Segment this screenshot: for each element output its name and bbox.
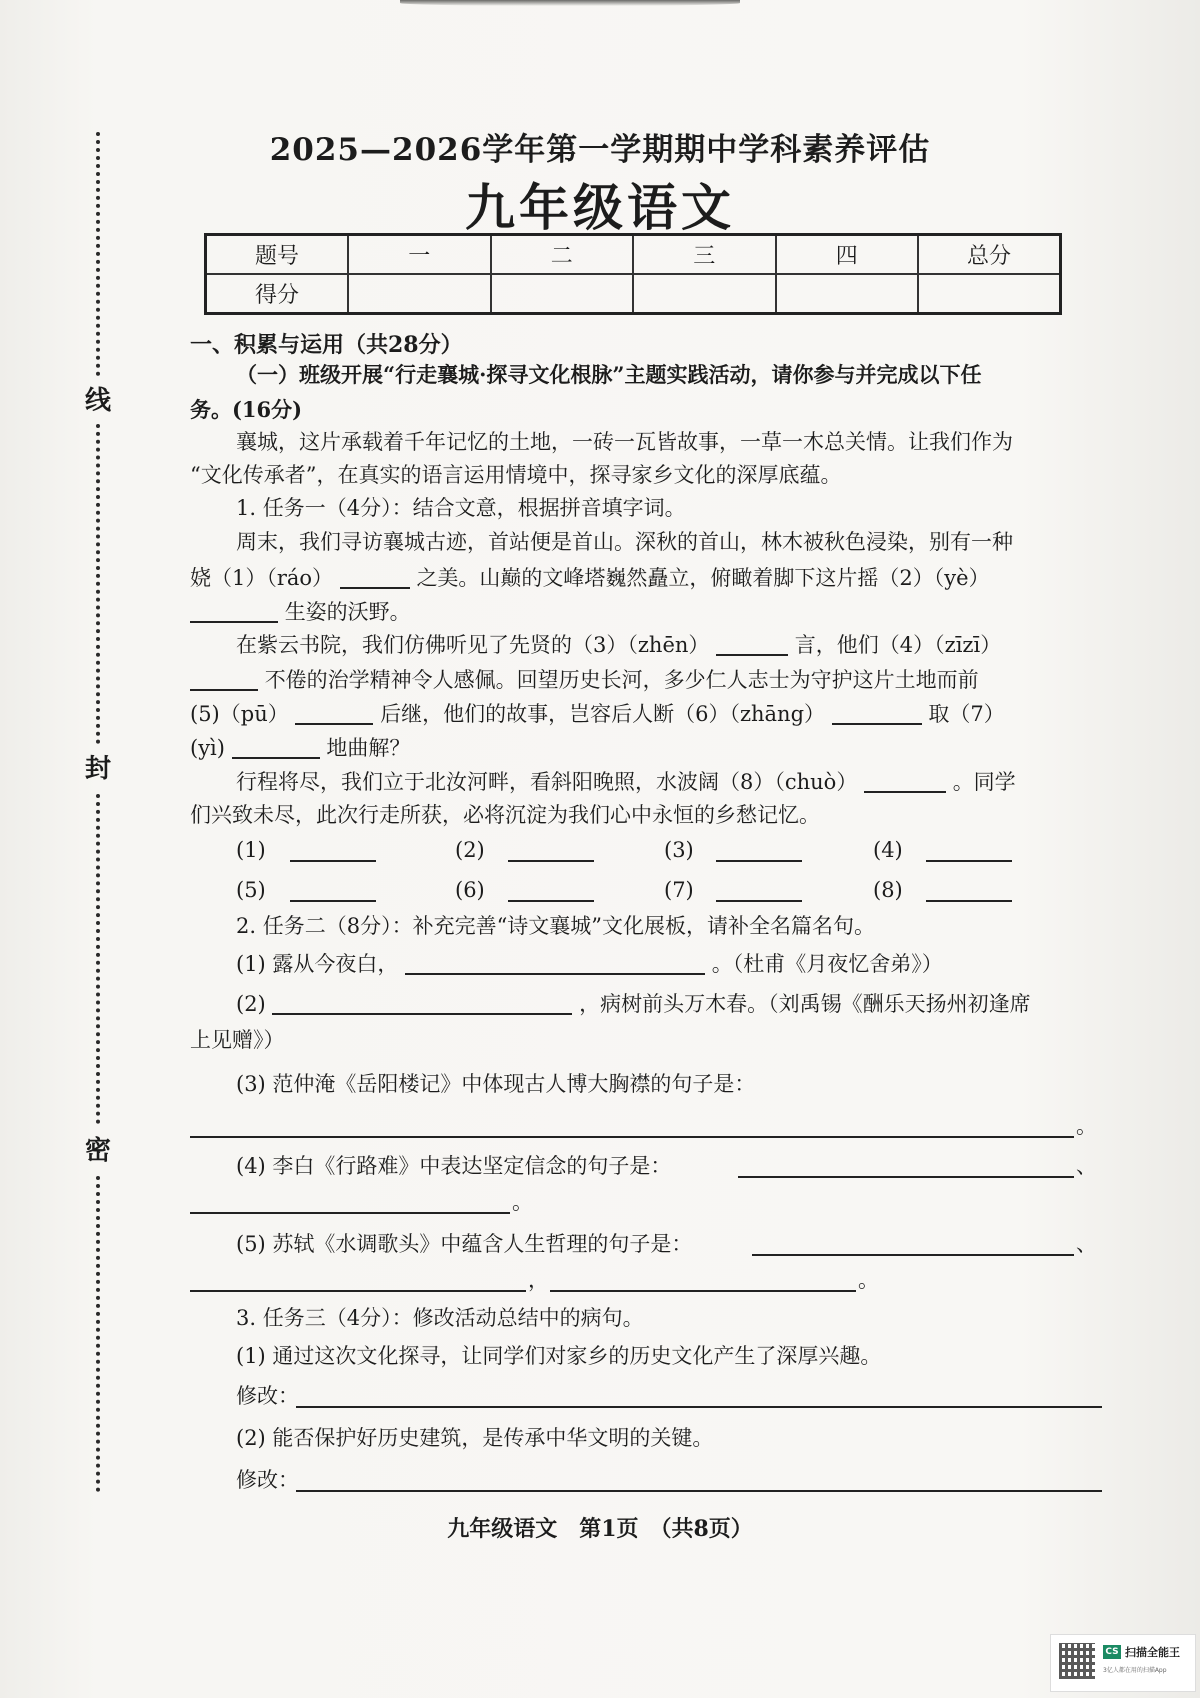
answer-blank-8[interactable] (864, 769, 946, 793)
score-cell-blank[interactable] (918, 274, 1061, 314)
task2-q1 (236, 951, 943, 977)
answer-line-poem-4b[interactable] (190, 1212, 510, 1214)
qr-code-icon (1059, 1643, 1095, 1679)
answer-line-1[interactable] (290, 860, 376, 862)
passage-line (190, 565, 990, 591)
passage-text: 娆（1）（ráo） (190, 566, 334, 590)
answer-line-6[interactable] (508, 900, 594, 902)
task1-title: 1. 任务一（4分）：结合文意，根据拼音填字词。 (236, 496, 686, 520)
punctuation: 、 (1076, 1154, 1097, 1178)
scan-shadow (400, 0, 740, 6)
task2-q2-cont: 上见赠》） (190, 1028, 285, 1052)
passage-text: 后继，他们的故事，岂容后人断（6）（zhāng） (380, 702, 826, 726)
answer-line-poem-5b[interactable] (190, 1290, 526, 1292)
binding-label-feng: 封 (84, 754, 111, 784)
task3-q1: (1) 通过这次文化探寻，让同学们对家乡的历史文化产生了深厚兴趣。 (236, 1344, 882, 1368)
intro-text-cont: “文化传承者”，在真实的语言运用情境中，探寻家乡文化的深厚底蕴。 (190, 463, 842, 487)
answer-line-7[interactable] (716, 900, 802, 902)
question-text: (1) 露从今夜白， (236, 952, 399, 976)
punctuation: 。 (858, 1268, 879, 1292)
part1-instruction-cont: 务。(16分) (190, 397, 303, 422)
answer-blank-poem-1[interactable] (405, 951, 705, 975)
answer-line-poem-3[interactable] (190, 1136, 1074, 1138)
answer-label: (5) (236, 878, 266, 902)
passage-text: 言，他们（4）（zīzī） (794, 633, 1002, 657)
passage-text: 在紫云书院，我们仿佛听见了先贤的（3）（zhēn） (236, 633, 710, 657)
score-cell-blank[interactable] (633, 274, 776, 314)
passage-text: 。同学 (952, 770, 1016, 794)
task3-title: 3. 任务三（4分）：修改活动总结中的病句。 (236, 1306, 644, 1330)
task2-q2 (236, 991, 1031, 1017)
score-table-cell: 题号 (206, 235, 349, 275)
score-cell-blank[interactable] (776, 274, 919, 314)
passage-line (190, 667, 979, 693)
question-text: ，病树前头万木春。（刘禹锡《酬乐天扬州初逢席 (579, 992, 1031, 1016)
answer-line-3[interactable] (716, 860, 802, 862)
answer-label: (1) (236, 838, 266, 862)
question-text: (2) (236, 992, 266, 1016)
answer-label: (8) (873, 878, 903, 902)
intro-text: 襄城，这片承载着千年记忆的土地，一砖一瓦皆故事，一草一木总关情。让我们作为 (236, 430, 1013, 454)
question-text: 。（杜甫《月夜忆舍弟》） (711, 952, 943, 976)
task2-q3: (3) 范仲淹《岳阳楼记》中体现古人博大胸襟的句子是： (236, 1072, 756, 1096)
revise-answer-line-2[interactable] (296, 1490, 1102, 1492)
scanner-app-name: 扫描全能王 (1125, 1646, 1180, 1659)
punctuation: 、 (1076, 1232, 1097, 1256)
answer-label: (3) (664, 838, 694, 862)
camscanner-logo-icon: CS (1103, 1645, 1121, 1659)
answer-blank-poem-2[interactable] (272, 991, 572, 1015)
part1-instruction: （一）班级开展“行走襄城·探寻文化根脉”主题实践活动，请你参与并完成以下任 (236, 362, 982, 387)
answer-blank-6[interactable] (832, 701, 922, 725)
passage-line (236, 632, 1001, 658)
binding-label-mi: 密 (84, 1136, 111, 1166)
subject-title: 九年级语文 (465, 178, 735, 237)
score-table-cell: 二 (491, 235, 634, 275)
passage-line (190, 599, 411, 625)
revise-answer-line-1[interactable] (296, 1406, 1102, 1408)
section-heading: 一、积累与运用（共28分） (190, 332, 463, 358)
answer-line-poem-5c[interactable] (550, 1290, 856, 1292)
answer-blank-3[interactable] (716, 632, 788, 656)
score-table-cell: 得分 (206, 274, 349, 314)
passage-text: 行程将尽，我们立于北汝河畔，看斜阳晚照，水波阔（8）（chuò） (236, 770, 858, 794)
score-table-header-row (206, 235, 1061, 275)
answer-blank-7[interactable] (232, 735, 320, 759)
answer-label: (6) (455, 878, 485, 902)
score-table-cell: 一 (348, 235, 491, 275)
answer-line-2[interactable] (508, 860, 594, 862)
answer-label: (7) (664, 878, 694, 902)
answer-blank-4[interactable] (190, 667, 258, 691)
task2-q4: (4) 李白《行路难》中表达坚定信念的句子是： (236, 1154, 672, 1178)
revise-label: 修改： (236, 1468, 299, 1492)
answer-line-poem-4a[interactable] (738, 1176, 1074, 1178)
score-table-cell: 三 (633, 235, 776, 275)
answer-label: (2) (455, 838, 485, 862)
binding-dotted-line (96, 1176, 100, 1492)
score-table-score-row (206, 274, 1061, 314)
answer-blank-1[interactable] (340, 565, 410, 589)
scanner-tagline: 3亿人都在用的扫描App (1103, 1667, 1167, 1674)
passage-text: 之美。山巅的文峰塔巍然矗立，俯瞰着脚下这片摇（2）（yè） (416, 566, 990, 590)
task2-title: 2. 任务二（8分）：补充完善“诗文襄城”文化展板，请补全名篇名句。 (236, 914, 876, 938)
answer-blank-2[interactable] (190, 599, 278, 623)
passage-line (190, 735, 410, 761)
passage-text: 地曲解？ (326, 736, 411, 760)
exam-title: 2025—2026学年第一学期期中学科素养评估 (269, 132, 931, 168)
score-table-cell: 总分 (918, 235, 1061, 275)
answer-blank-5[interactable] (295, 701, 373, 725)
binding-label-xian: 线 (84, 386, 111, 416)
scanner-watermark (1050, 1634, 1196, 1692)
passage-text: (5)（pū） (190, 702, 289, 726)
punctuation: ， (528, 1268, 549, 1292)
answer-line-poem-5a[interactable] (752, 1254, 1074, 1256)
passage-line (236, 769, 1016, 795)
score-table (204, 233, 1062, 315)
score-table-cell: 四 (776, 235, 919, 275)
answer-line-5[interactable] (290, 900, 376, 902)
binding-dotted-line (96, 794, 100, 1124)
passage-line: 周末，我们寻访襄城古迹，首站便是首山。深秋的首山，林木被秋色浸染，别有一种 (236, 530, 1013, 554)
punctuation: 。 (1076, 1114, 1097, 1138)
punctuation: 。 (512, 1190, 533, 1214)
answer-line-4[interactable] (926, 860, 1012, 862)
answer-line-8[interactable] (926, 900, 1012, 902)
revise-label: 修改： (236, 1384, 299, 1408)
passage-text: 不倦的治学精神令人感佩。回望历史长河，多少仁人志士为守护这片土地而前 (264, 668, 979, 692)
page-footer: 九年级语文 第1页 （共8页） (447, 1516, 753, 1542)
passage-text: 取（7） (928, 702, 1005, 726)
score-cell-blank[interactable] (491, 274, 634, 314)
passage-line: 们兴致未尽，此次行走所获，必将沉淀为我们心中永恒的乡愁记忆。 (190, 803, 820, 827)
task3-q2: (2) 能否保护好历史建筑，是传承中华文明的关键。 (236, 1426, 714, 1450)
score-cell-blank[interactable] (348, 274, 491, 314)
passage-text: 生姿的沃野。 (284, 600, 411, 624)
passage-text: (yì) (190, 736, 225, 760)
answer-label: (4) (873, 838, 903, 862)
passage-line (190, 701, 1005, 727)
task2-q5: (5) 苏轼《水调歌头》中蕴含人生哲理的句子是： (236, 1232, 693, 1256)
binding-dotted-line (96, 424, 100, 744)
